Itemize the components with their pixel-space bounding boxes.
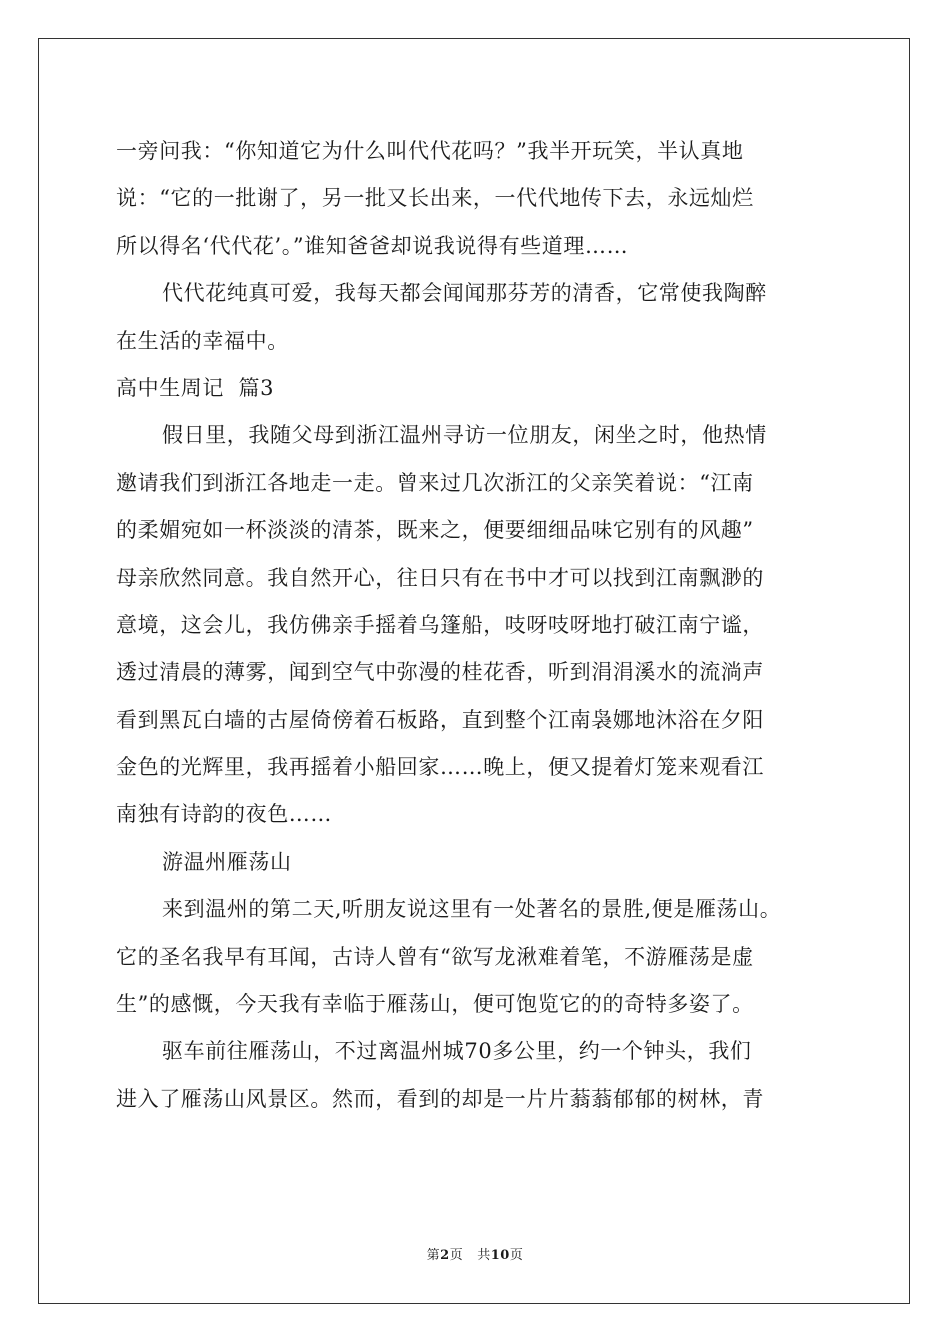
- text-line-13: 看到黑瓦白墙的古屋倚傍着石板路，直到整个江南袅娜地沐浴在夕阳: [116, 707, 764, 732]
- text-line-15: 南独有诗韵的夜色……: [116, 802, 332, 827]
- text-line-7: 假日里，我随父母到浙江温州寻访一位朋友，闲坐之时，他热情: [162, 423, 767, 448]
- text-line-10: 母亲欣然同意。我自然开心，往日只有在书中才可以找到江南飘渺的: [116, 565, 764, 590]
- document-body: [116, 128, 846, 1123]
- text-line-18: 它的圣名我早有耳闻，古诗人曾有“欲写龙湫难着笔，不游雁荡是虚: [116, 944, 754, 969]
- text-line-12: 透过清晨的薄雾，闻到空气中弥漫的桂花香，听到涓涓溪水的流淌声: [116, 660, 764, 685]
- page-suffix: 页: [449, 1248, 464, 1263]
- subheading: 游温州雁荡山: [162, 849, 292, 874]
- total-suffix: 页: [509, 1248, 524, 1263]
- text-line-4: 代代花纯真可爱，我每天都会闻闻那芬芳的清香，它常使我陶醉: [162, 281, 767, 306]
- text-line-19: 生”的感慨，今天我有幸临于雁荡山，便可饱览它的的奇特多姿了。: [116, 992, 754, 1017]
- text-line-14: 金色的光辉里，我再摇着小船回家……晚上，便又提着灯笼来观看江: [116, 755, 764, 780]
- section-heading: 高中生周记 篇3: [116, 375, 275, 400]
- text-line-5: 在生活的幸福中。: [116, 328, 289, 353]
- text-line-1: 一旁问我：“你知道它为什么叫代代花吗？”我半开玩笑，半认真地: [116, 139, 744, 163]
- text-line-3: 所以得名‘代代花’。”谁知爸爸却说我说得有些道理……: [116, 233, 629, 258]
- page-number: 2: [440, 1248, 450, 1263]
- total-pages: 10: [490, 1248, 510, 1263]
- text-line-2: 说：“它的一批谢了，另一批又长出来，一代代地传下去，永远灿烂: [116, 186, 754, 211]
- text-line-17: 来到温州的第二天,听朋友说这里有一处著名的景胜,便是雁荡山。: [162, 897, 782, 922]
- text-line-8: 邀请我们到浙江各地走一走。曾来过几次浙江的父亲笑着说：“江南: [116, 470, 754, 495]
- page-prefix: 第: [426, 1248, 441, 1263]
- text-line-9: 的柔媚宛如一杯淡淡的清茶，既来之，便要细细品味它别有的风趣”: [116, 518, 754, 543]
- text-line-20: 驱车前往雁荡山，不过离温州城70多公里，约一个钟头，我们: [162, 1039, 752, 1064]
- text-line-21: 进入了雁荡山风景区。然而，看到的却是一片片蓊蓊郁郁的树林，青: [116, 1086, 764, 1111]
- text-line-11: 意境，这会儿，我仿佛亲手摇着乌篷船，吱呀吱呀地打破江南宁谧，: [116, 612, 764, 637]
- page-footer: [0, 1246, 950, 1266]
- total-prefix: 共: [477, 1248, 491, 1263]
